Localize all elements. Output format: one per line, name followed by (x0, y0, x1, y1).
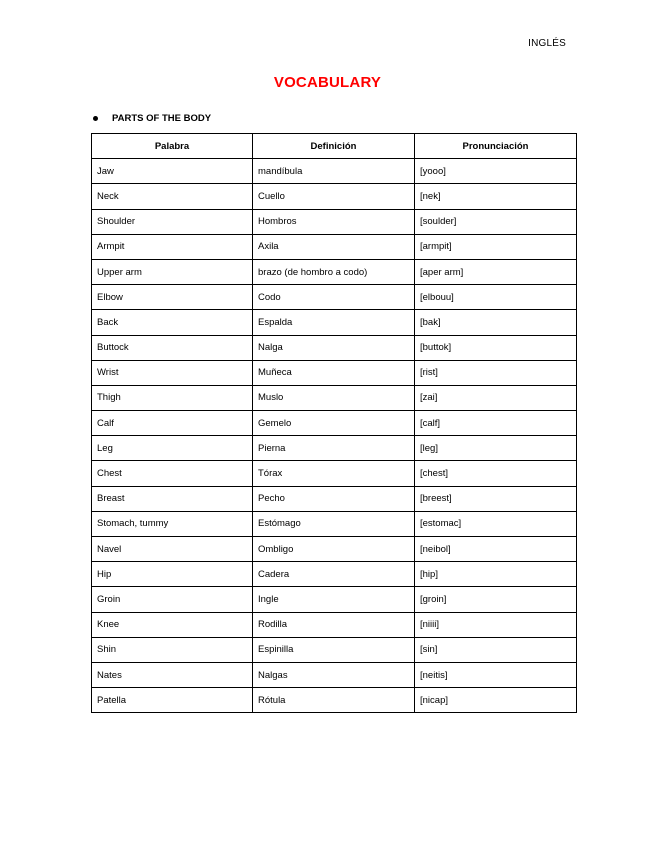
cell-palabra: Thigh (92, 385, 253, 410)
cell-definicion: Gemelo (253, 411, 415, 436)
table-row (92, 562, 577, 587)
column-header-pronunciacion: Pronunciación (415, 134, 577, 159)
cell-definicion: Rodilla (253, 612, 415, 637)
cell-pronunciacion: [buttok] (415, 335, 577, 360)
table-body (92, 159, 577, 713)
cell-definicion: Codo (253, 285, 415, 310)
cell-definicion: Espinilla (253, 637, 415, 662)
cell-pronunciacion: [nicap] (415, 688, 577, 713)
cell-pronunciacion: [bak] (415, 310, 577, 335)
bullet-icon (93, 116, 98, 121)
cell-definicion: Tórax (253, 461, 415, 486)
cell-pronunciacion: [sin] (415, 637, 577, 662)
table-row (92, 662, 577, 687)
section-label: PARTS OF THE BODY (112, 113, 212, 124)
table-row (92, 688, 577, 713)
cell-definicion: Muñeca (253, 360, 415, 385)
cell-definicion: mandíbula (253, 159, 415, 184)
table-row (92, 335, 577, 360)
cell-definicion: brazo (de hombro a codo) (253, 259, 415, 284)
cell-palabra: Elbow (92, 285, 253, 310)
vocabulary-table (91, 133, 577, 713)
cell-definicion: Ingle (253, 587, 415, 612)
table-row (92, 385, 577, 410)
table-row (92, 637, 577, 662)
cell-pronunciacion: [neibol] (415, 537, 577, 562)
cell-pronunciacion: [aper arm] (415, 259, 577, 284)
table-row (92, 259, 577, 284)
cell-pronunciacion: [niiii] (415, 612, 577, 637)
table-row (92, 411, 577, 436)
table-header-row (92, 134, 577, 159)
cell-definicion: Ombligo (253, 537, 415, 562)
cell-palabra: Upper arm (92, 259, 253, 284)
cell-pronunciacion: [rist] (415, 360, 577, 385)
section-heading (93, 113, 211, 124)
cell-pronunciacion: [groin] (415, 587, 577, 612)
cell-palabra: Back (92, 310, 253, 335)
table-row (92, 285, 577, 310)
table-row (92, 486, 577, 511)
cell-pronunciacion: [calf] (415, 411, 577, 436)
cell-palabra: Breast (92, 486, 253, 511)
cell-pronunciacion: [hip] (415, 562, 577, 587)
cell-palabra: Shin (92, 637, 253, 662)
table-row (92, 360, 577, 385)
cell-pronunciacion: [chest] (415, 461, 577, 486)
cell-palabra: Buttock (92, 335, 253, 360)
cell-palabra: Calf (92, 411, 253, 436)
cell-pronunciacion: [yooo] (415, 159, 577, 184)
cell-palabra: Navel (92, 537, 253, 562)
cell-pronunciacion: [elbouu] (415, 285, 577, 310)
table-row (92, 461, 577, 486)
cell-definicion: Pierna (253, 436, 415, 461)
cell-definicion: Cuello (253, 184, 415, 209)
cell-definicion: Axila (253, 234, 415, 259)
cell-pronunciacion: [estomac] (415, 511, 577, 536)
cell-palabra: Groin (92, 587, 253, 612)
cell-definicion: Rótula (253, 688, 415, 713)
cell-definicion: Hombros (253, 209, 415, 234)
cell-pronunciacion: [zai] (415, 385, 577, 410)
cell-palabra: Shoulder (92, 209, 253, 234)
cell-definicion: Pecho (253, 486, 415, 511)
cell-definicion: Espalda (253, 310, 415, 335)
table-row (92, 537, 577, 562)
table-row (92, 587, 577, 612)
cell-palabra: Armpit (92, 234, 253, 259)
cell-pronunciacion: [soulder] (415, 209, 577, 234)
cell-definicion: Nalgas (253, 662, 415, 687)
cell-palabra: Chest (92, 461, 253, 486)
cell-palabra: Hip (92, 562, 253, 587)
column-header-palabra: Palabra (92, 134, 253, 159)
table-row (92, 511, 577, 536)
table-row (92, 612, 577, 637)
cell-palabra: Patella (92, 688, 253, 713)
page-title: VOCABULARY (273, 74, 382, 91)
cell-pronunciacion: [breest] (415, 486, 577, 511)
cell-pronunciacion: [armpit] (415, 234, 577, 259)
cell-definicion: Estómago (253, 511, 415, 536)
cell-palabra: Leg (92, 436, 253, 461)
table-row (92, 234, 577, 259)
table-row (92, 184, 577, 209)
cell-palabra: Jaw (92, 159, 253, 184)
cell-pronunciacion: [neitis] (415, 662, 577, 687)
cell-pronunciacion: [leg] (415, 436, 577, 461)
cell-definicion: Nalga (253, 335, 415, 360)
header-language: INGLÉS (528, 38, 566, 49)
table-row (92, 310, 577, 335)
cell-palabra: Knee (92, 612, 253, 637)
table-row (92, 436, 577, 461)
cell-definicion: Cadera (253, 562, 415, 587)
table-row (92, 209, 577, 234)
cell-pronunciacion: [nek] (415, 184, 577, 209)
cell-definicion: Muslo (253, 385, 415, 410)
cell-palabra: Wrist (92, 360, 253, 385)
cell-palabra: Neck (92, 184, 253, 209)
column-header-definicion: Definición (253, 134, 415, 159)
cell-palabra: Stomach, tummy (92, 511, 253, 536)
table-row (92, 159, 577, 184)
cell-palabra: Nates (92, 662, 253, 687)
